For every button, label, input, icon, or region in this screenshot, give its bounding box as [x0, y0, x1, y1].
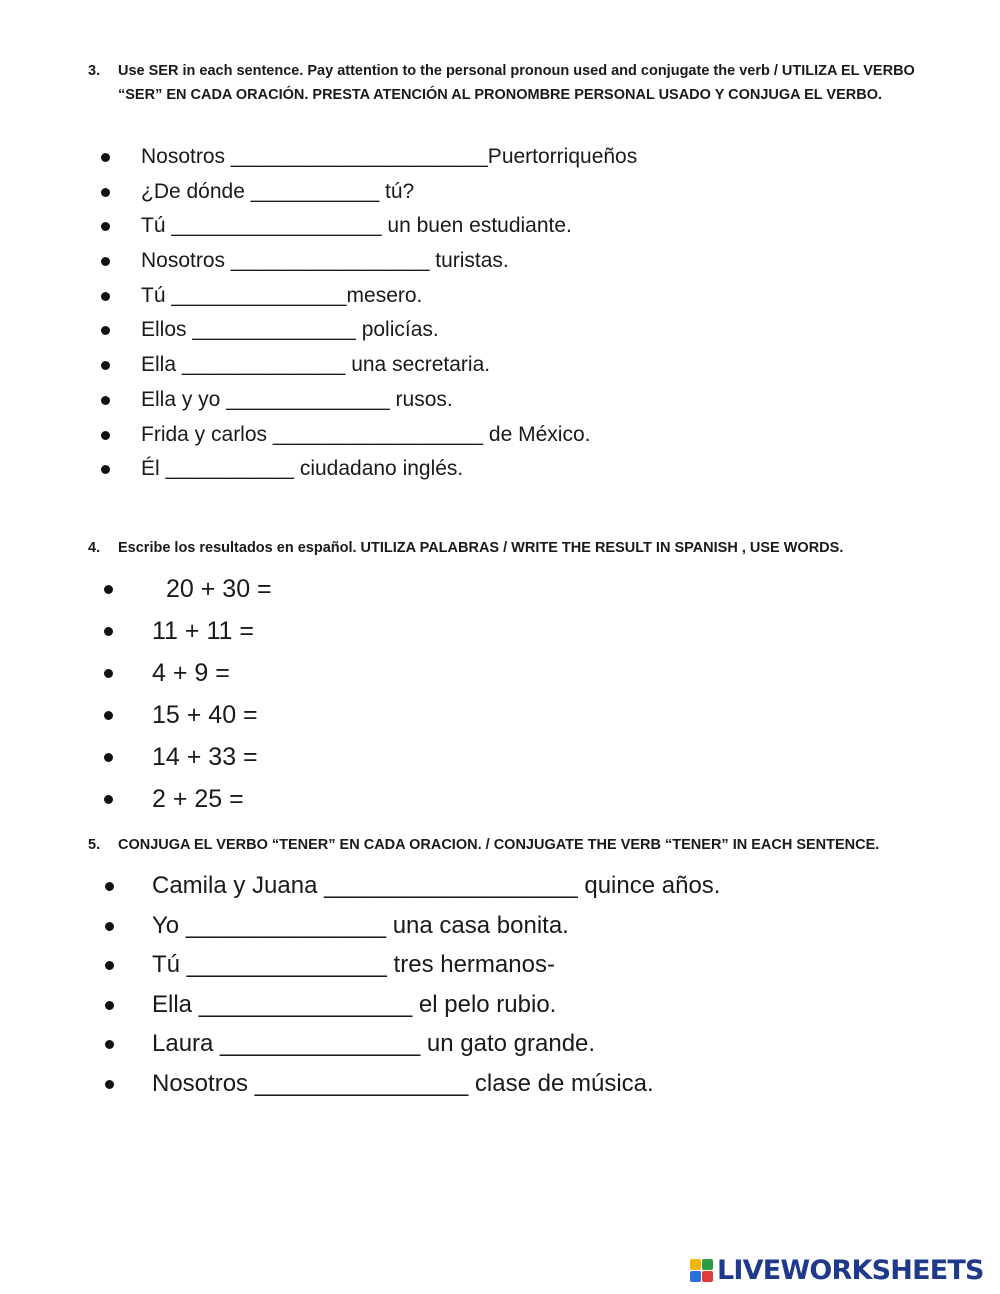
bullet-icon [105, 1001, 114, 1010]
sentence-text: Nosotros ______________________Puertorriqueños [141, 145, 638, 168]
list-item [141, 175, 637, 210]
bullet-icon [101, 431, 110, 440]
list-item [152, 652, 272, 694]
bullet-icon [101, 188, 110, 197]
equation-text: 11 + 11 = [152, 617, 254, 645]
list-item [152, 945, 720, 985]
logo-square-1 [690, 1259, 701, 1270]
list-item [152, 610, 272, 652]
liveworksheets-logo[interactable] [690, 1253, 984, 1287]
bullet-icon [105, 1040, 114, 1049]
section-4-instruction: Escribe los resultados en español. UTILIZA PALABRAS / WRITE THE RESULT IN SPANISH , USE WORDS. [118, 540, 844, 556]
sentence-text: Camila y Juana ___________________ quince años. [152, 872, 721, 899]
list-item [152, 906, 720, 946]
sentence-text: Tú _______________mesero. [141, 283, 423, 307]
list-item [141, 140, 637, 175]
sentence-text: Ella ________________ el pelo rubio. [152, 990, 557, 1018]
bullet-icon [104, 669, 113, 678]
list-item [152, 866, 720, 906]
list-item [141, 348, 637, 383]
bullet-icon [101, 326, 110, 335]
list-item [152, 694, 272, 736]
section-3-heading [88, 59, 938, 107]
sentence-text: Frida y carlos __________________ de México. [141, 422, 591, 446]
list-item [141, 452, 637, 487]
bullet-icon [105, 882, 114, 891]
list-item [152, 736, 272, 778]
bullet-icon [105, 1080, 114, 1089]
list-item [141, 313, 637, 348]
bullet-icon [104, 753, 113, 762]
section-4-heading [88, 536, 938, 560]
bullet-icon [104, 585, 113, 594]
equation-text: 14 + 33 = [152, 743, 258, 771]
sentence-text: Tú __________________ un buen estudiante. [141, 214, 572, 238]
section-4-number: 4. [88, 540, 101, 556]
list-item [152, 1064, 720, 1104]
sentence-text: Nosotros _________________ turistas. [141, 249, 509, 273]
bullet-icon [105, 961, 114, 970]
bullet-icon [101, 396, 110, 405]
section-5-heading [88, 833, 938, 857]
bullet-icon [101, 257, 110, 266]
sentence-text: Yo _______________ una casa bonita. [152, 911, 569, 939]
bullet-icon [101, 222, 110, 231]
equation-text: 2 + 25 = [152, 785, 244, 813]
list-item [141, 418, 637, 453]
equation-text: 4 + 9 = [152, 659, 230, 687]
logo-text: LIVEWORKSHEETS [717, 1254, 984, 1286]
list-item [141, 383, 637, 418]
logo-square-2 [702, 1259, 713, 1270]
list-item [141, 244, 637, 279]
section-4-list [152, 568, 272, 820]
sentence-text: ¿De dónde ___________ tú? [141, 179, 415, 203]
sentence-text: Laura _______________ un gato grande. [152, 1030, 596, 1058]
bullet-icon [101, 153, 110, 162]
list-item [152, 568, 272, 610]
list-item [141, 279, 637, 314]
bullet-icon [104, 711, 113, 720]
list-item [141, 209, 637, 244]
sentence-text: Ellos ______________ policías. [141, 318, 439, 342]
section-3-number: 3. [88, 63, 101, 79]
list-item [152, 985, 720, 1025]
logo-mark-icon [690, 1259, 713, 1282]
sentence-text: Él ___________ ciudadano inglés. [141, 457, 464, 481]
bullet-icon [104, 627, 113, 636]
section-3-list [141, 140, 637, 487]
equation-text: 15 + 40 = [152, 701, 258, 729]
sentence-text: Tú _______________ tres hermanos- [152, 951, 555, 979]
bullet-icon [101, 292, 110, 301]
section-5-number: 5. [88, 837, 101, 853]
bullet-icon [101, 465, 110, 474]
bullet-icon [105, 922, 114, 931]
section-3-instruction: Use SER in each sentence. Pay attention to the personal pronoun used and conjugate the verb / UTILIZA EL VERBO “SER” EN CADA ORACIÓN. PRESTA ATENCIÓN AL PRONOMBRE PERSONAL USADO Y CONJUGA EL VERBO. [118, 63, 915, 103]
bullet-icon [101, 361, 110, 370]
bullet-icon [104, 795, 113, 804]
sentence-text: Nosotros ________________ clase de música. [152, 1069, 654, 1097]
sentence-text: Ella y yo ______________ rusos. [141, 387, 453, 411]
section-5-list [152, 866, 720, 1104]
section-5-instruction: CONJUGA EL VERBO “TENER” EN CADA ORACION. / CONJUGATE THE VERB “TENER” IN EACH SENTENCE. [118, 837, 880, 853]
sentence-text: Ella ______________ una secretaria. [141, 353, 491, 377]
logo-square-3 [690, 1271, 701, 1282]
logo-square-4 [702, 1271, 713, 1282]
equation-text: 20 + 30 = [166, 575, 272, 603]
list-item [152, 1024, 720, 1064]
list-item [152, 778, 272, 820]
